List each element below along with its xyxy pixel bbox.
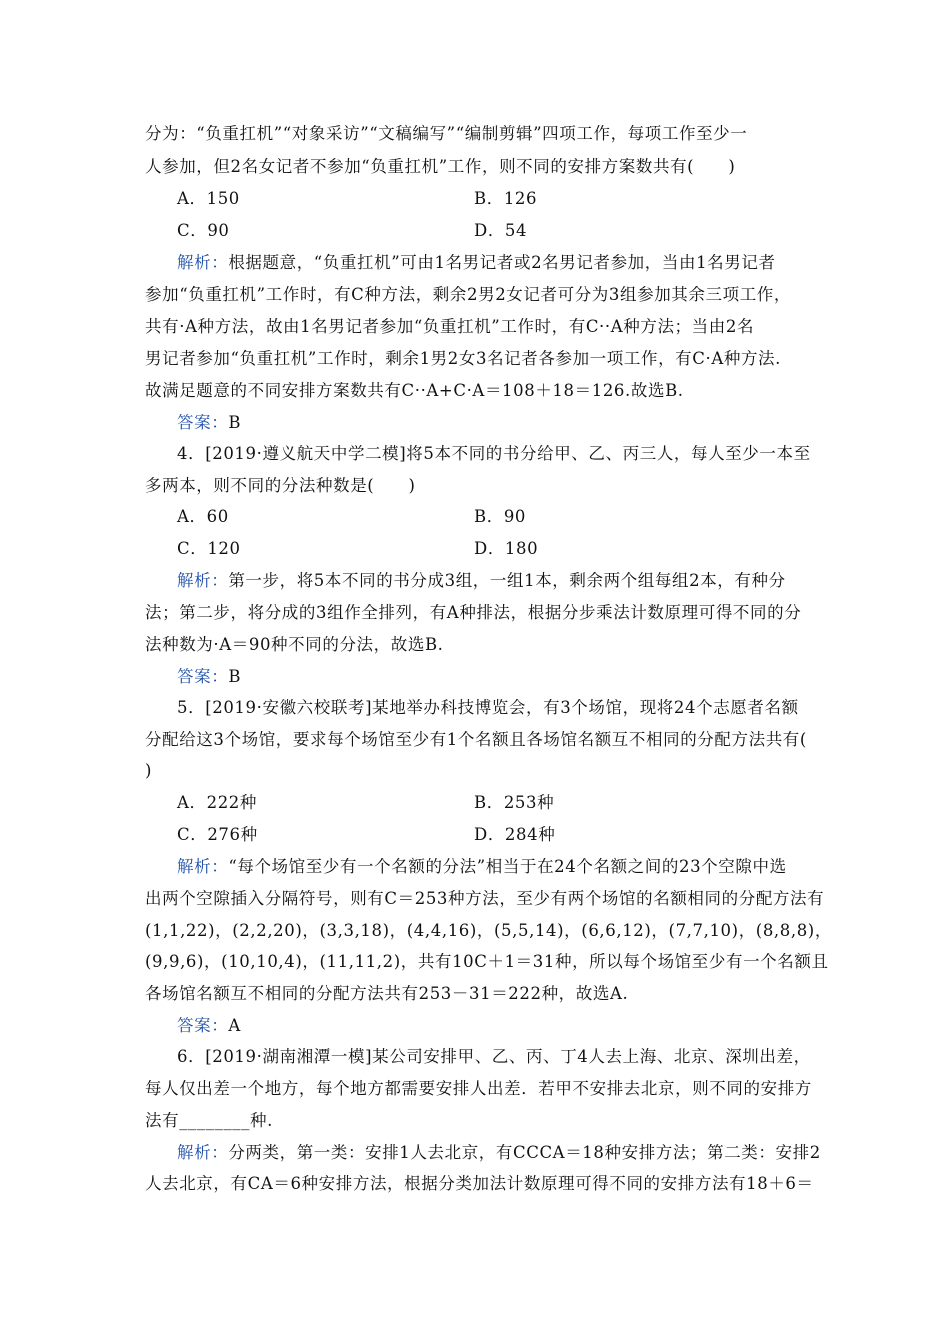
q5-answer xyxy=(177,1015,847,1037)
answer-label: 答案： xyxy=(177,1016,229,1035)
q4-option-b: B．90 xyxy=(474,507,527,526)
q5-option-a: A．222种 xyxy=(177,793,258,812)
q5-option-d: D．284种 xyxy=(474,825,556,844)
q6-stem-line-3: 法有________种. xyxy=(145,1111,273,1130)
q3-option-c: C．90 xyxy=(177,221,230,240)
q5-option-c: C．276种 xyxy=(177,825,258,844)
answer-label: 答案： xyxy=(177,413,229,432)
q5-stem-line-3: ) xyxy=(145,761,153,780)
q5-analysis-line-4: (9,9,6)，(10,10,4)，(11,11,2)，共有10C＋1＝31种，所以每个场馆至少有一个名额且 xyxy=(145,952,829,971)
q5-analysis-line-5: 各场馆名额互不相同的分配方法共有253－31＝222种，故选A. xyxy=(145,984,629,1003)
q3-option-a: A．150 xyxy=(177,189,240,208)
analysis-label: 解析： xyxy=(177,857,229,876)
q4-analysis-line-2: 法；第二步，将分成的3组作全排列，有A种排法，根据分步乘法计数原理可得不同的分 xyxy=(145,603,802,622)
q4-option-a: A．60 xyxy=(177,507,229,526)
q4-option-d: D．180 xyxy=(474,539,539,558)
q6-stem-line-1: 6．[2019·湖南湘潭一模]某公司安排甲、乙、丙、丁4人去上海、北京、深圳出差， xyxy=(177,1047,811,1066)
q5-stem-line-1: 5．[2019·安徽六校联考]某地举办科技博览会，有3个场馆，现将24个志愿者名额 xyxy=(177,698,799,717)
q5-analysis-line-2: 出两个空隙插入分隔符号，则有C＝253种方法，至少有两个场馆的名额相同的分配方法有 xyxy=(145,889,825,908)
analysis-label: 解析： xyxy=(177,253,229,272)
q3-analysis-line-2: 参加“负重扛机”工作时，有C种方法，剩余2男2女记者可分为3组参加其余三项工作， xyxy=(145,285,791,304)
q3-analysis-text-1: 根据题意，“负重扛机”可由1名男记者或2名男记者参加，当由1名男记者 xyxy=(228,253,776,272)
q3-answer xyxy=(177,412,847,434)
q6-analysis-text-1: 分两类，第一类：安排1人去北京，有CCCA＝18种安排方法；第二类：安排2 xyxy=(228,1143,821,1162)
q3-analysis-line-1 xyxy=(177,252,847,274)
q3-analysis-line-5: 故满足题意的不同安排方案数共有C··A+C·A＝108＋18＝126.故选B. xyxy=(145,381,684,400)
q4-stem-line-1: 4．[2019·遵义航天中学二模]将5本不同的书分给甲、乙、丙三人，每人至少一本至 xyxy=(177,444,811,463)
q5-analysis-line-1 xyxy=(177,856,847,878)
q3-option-d: D．54 xyxy=(474,221,528,240)
analysis-label: 解析： xyxy=(177,571,229,590)
q3-stem-line-1: 分为：“负重扛机”“对象采访”“文稿编写”“编制剪辑”四项工作，每项工作至少一 xyxy=(145,124,748,143)
q4-answer-value: B xyxy=(228,667,242,686)
q3-stem-line-2: 人参加，但2名女记者不参加“负重扛机”工作，则不同的安排方案数共有( ) xyxy=(145,157,736,176)
q3-analysis-line-3: 共有·A种方法，故由1名男记者参加“负重扛机”工作时，有C··A种方法；当由2名 xyxy=(145,317,755,336)
q6-analysis-line-2: 人去北京，有CA＝6种安排方法，根据分类加法计数原理可得不同的安排方法有18＋6＝ xyxy=(145,1174,814,1193)
q5-option-b: B．253种 xyxy=(474,793,555,812)
q4-analysis-text-1: 第一步，将5本不同的书分成3组，一组1本，剩余两个组每组2本，有种分 xyxy=(228,571,786,590)
q5-analysis-text-1: “每个场馆至少有一个名额的分法”相当于在24个名额之间的23个空隙中选 xyxy=(228,857,787,876)
q5-analysis-line-3: (1,1,22)，(2,2,20)，(3,3,18)，(4,4,16)，(5,5,14)，(6,6,12)，(7,7,10)，(8,8,8)， xyxy=(145,921,832,940)
q4-answer xyxy=(177,666,847,688)
q4-stem-line-2: 多两本，则不同的分法种数是( ) xyxy=(145,476,416,495)
q6-stem-line-2: 每人仅出差一个地方，每个地方都需要安排人出差．若甲不安排去北京，则不同的安排方 xyxy=(145,1079,812,1098)
q4-option-c: C．120 xyxy=(177,539,241,558)
q4-analysis-line-3: 法种数为·A＝90种不同的分法，故选B. xyxy=(145,635,444,654)
q4-analysis-line-1 xyxy=(177,570,847,592)
q3-option-b: B．126 xyxy=(474,189,538,208)
q3-answer-value: B xyxy=(228,413,242,432)
q5-stem-line-2: 分配给这3个场馆，要求每个场馆至少有1个名额且各场馆名额互不相同的分配方法共有( xyxy=(145,730,807,749)
analysis-label: 解析： xyxy=(177,1143,229,1162)
q3-analysis-line-4: 男记者参加“负重扛机”工作时，剩余1男2女3名记者各参加一项工作，有C·A种方法. xyxy=(145,349,781,368)
answer-label: 答案： xyxy=(177,667,229,686)
q5-answer-value: A xyxy=(228,1016,241,1035)
q6-analysis-line-1 xyxy=(177,1142,847,1164)
